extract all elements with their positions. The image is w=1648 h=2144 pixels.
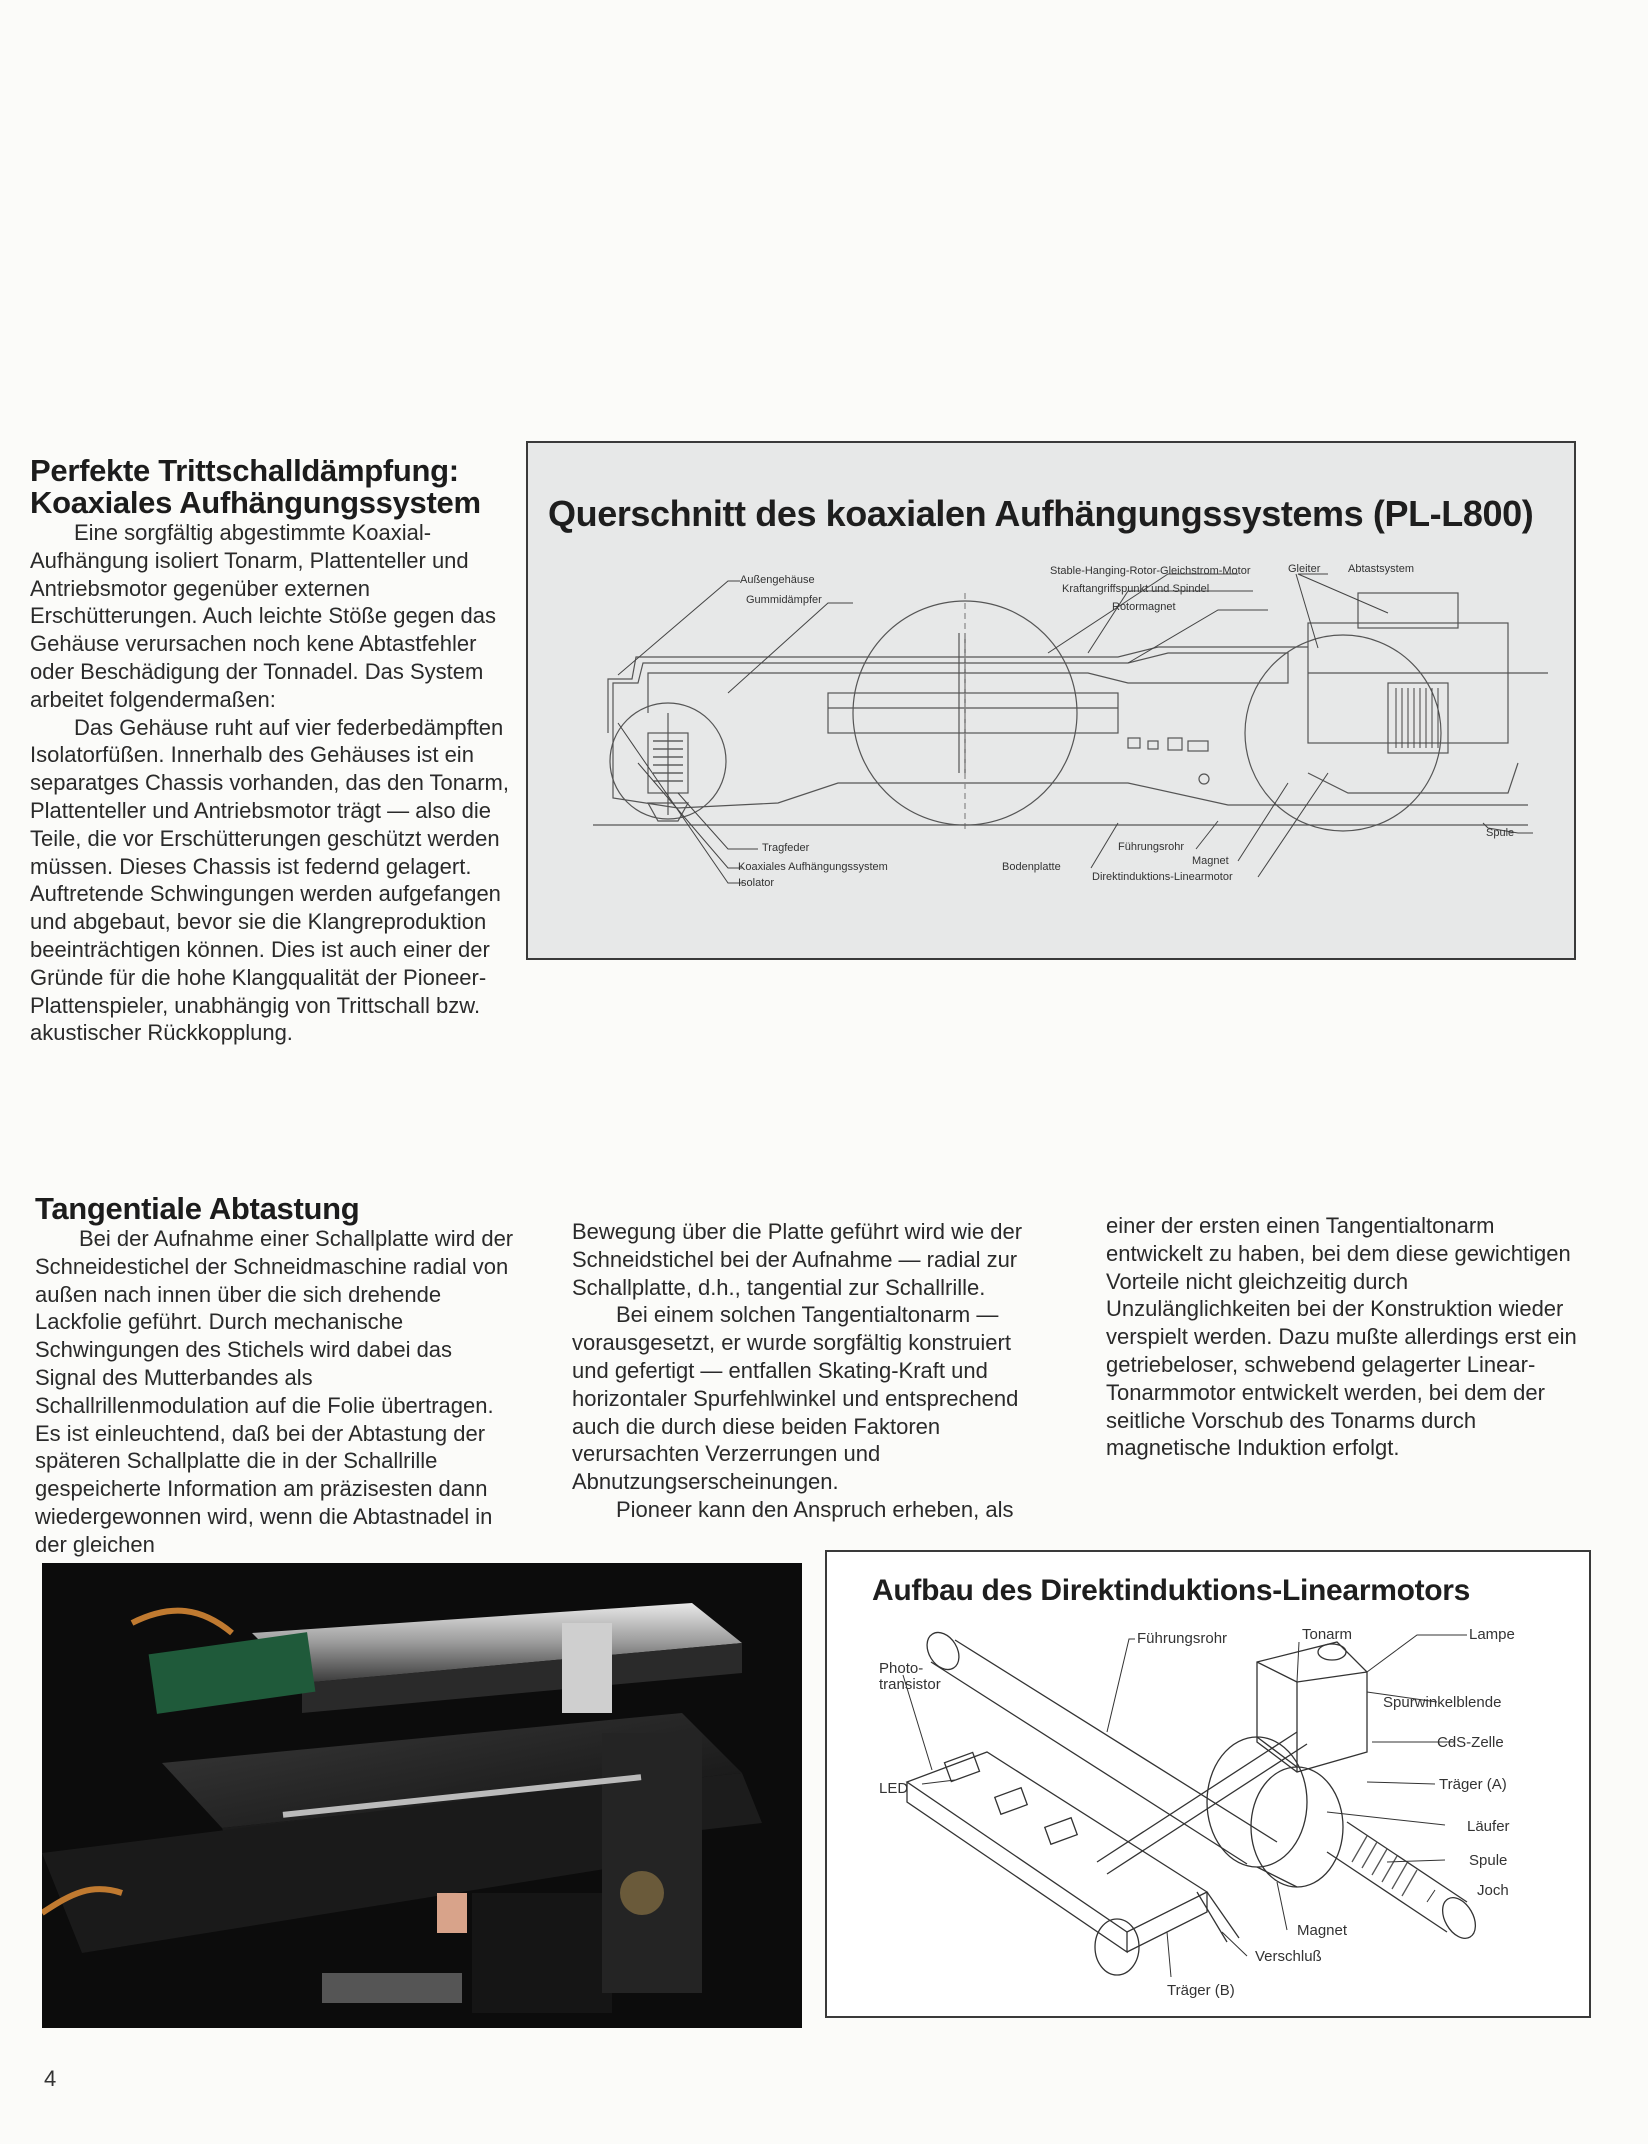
label-kraftangriff: Kraftangriffspunkt und Spindel (1062, 583, 1210, 595)
section-body (30, 519, 510, 1047)
label-spule: Spule (1469, 1852, 1508, 1869)
paragraph: Das Gehäuse ruht auf vier federbedämpften Isolatorfüßen. Innerhalb des Gehäuses ist ein separatges Chassis vorhanden, das den Tonarm, Plattenteller und Antriebsmotor trägt — also die Teile, die vor Erschütterungen geschützt werden müssen. Dieses Chassis ist federnd gelagert. Auftretende Schwingungen werden aufgefangen und abgebaut, bevor sie die Klangreproduktion beeinträchtigen können. Dies ist auch einer der Gründe für die hohe Klangqualität der Pioneer-Plattenspieler, unabhängig von Trittschall bzw. akustischer Rückkopplung. (30, 714, 509, 1046)
label-tragfeder: Tragfeder (762, 842, 810, 854)
section-suspension (30, 455, 510, 1047)
label-gleiter: Gleiter (1288, 563, 1321, 575)
label-lampe: Lampe (1469, 1626, 1515, 1643)
paragraph: Bei der Aufnahme einer Schallplatte wird der Schneidestichel der Schneidmaschine radial von außen nach innen über die sich drehende Lackfolie geführt. Durch mechanische Schwingungen des Stichels wird dabei das Signal des Mutterbandes als Schallrillenmodulation auf die Folie übertragen. Es ist einleuchtend, daß bei der Abtastung der späteren Schallplatte die in der Schallrille gespeicherte Information am präzisesten dann wiedergewonnen wird, wenn die Abtastnadel in der gleichen (35, 1226, 514, 1557)
paragraph: Bei einem solchen Tangentialtonarm — vorausgesetzt, er wurde sorgfältig konstruiert und gefertigt — entfallen Skating-Kraft und horizontaler Spurfehlwinkel und entsprechend auch die durch diese beiden Faktoren verursachten Verzerrungen und Abnutzungserscheinungen. (572, 1302, 1019, 1495)
diagram-title: Aufbau des Direktinduktions-Linearmotors (872, 1574, 1471, 1607)
section-title: Tangentiale Abtastung (35, 1191, 360, 1226)
linear-motor-diagram-panel (825, 1550, 1591, 2018)
label-laeufer: Läufer (1467, 1818, 1510, 1835)
label-traeger-a: Träger (A) (1439, 1776, 1507, 1793)
label-verschluss: Verschluß (1255, 1948, 1322, 1965)
label-spule: Spule (1486, 827, 1515, 839)
label-joch: Joch (1477, 1882, 1509, 1899)
label-spurwinkelblende: Spurwinkelblende (1383, 1694, 1502, 1711)
label-linearmotor: Direktinduktions-Linearmotor (1092, 871, 1233, 883)
label-motor: Stable-Hanging-Rotor-Gleichstrom-Motor (1050, 565, 1251, 577)
label-tonarm: Tonarm (1302, 1626, 1353, 1643)
suspension-diagram-panel (526, 441, 1576, 960)
section-title (30, 455, 510, 519)
diagram-title: Querschnitt des koaxialen Aufhängungssystems (PL-L800) (548, 493, 1534, 534)
label-cds-zelle: CdS-Zelle (1437, 1734, 1504, 1751)
paragraph: einer der ersten einen Tangentialtonarm entwickelt zu haben, bei dem diese gewichtigen Vorteile nicht gleichzeitig durch Unzulänglichkeiten bei der Konstruktion wieder verspielt werden. Dazu mußte allerdings erst ein getriebeloser, schwebend gelagerter Linear-Tonarmmotor entwickelt werden, bei dem der seitliche Vorschub des Tonarms durch magnetische Induktion erfolgt. (1106, 1213, 1577, 1461)
label-led: LED (879, 1780, 909, 1797)
label-photo-line2: transistor (879, 1676, 941, 1693)
label-photo-line1: Photo- (879, 1660, 924, 1677)
paragraph: Bewegung über die Platte geführt wird wie der Schneidstichel bei der Aufnahme — radial zur Schallplatte, d.h., tangential zur Schallrille. (572, 1219, 1023, 1300)
column-2 (572, 1218, 1042, 1524)
label-fuehrungsrohr: Führungsrohr (1137, 1630, 1228, 1647)
section-title-line1: Perfekte Trittschalldämpfung: (30, 453, 459, 488)
suspension-cross-section-drawing (528, 443, 1574, 958)
photo-illustration (42, 1563, 802, 2028)
paragraph: Pioneer kann den Anspruch erheben, als (616, 1496, 1014, 1522)
label-isolator: Isolator (738, 877, 775, 889)
section-tangential (35, 1193, 515, 1559)
label-magnet: Magnet (1192, 855, 1229, 867)
label-rotormagnet: Rotormagnet (1112, 601, 1176, 613)
linear-motor-photo (42, 1563, 802, 2028)
column-1 (35, 1225, 515, 1559)
label-fuehrungsrohr: Führungsrohr (1118, 841, 1185, 853)
label-traeger-b: Träger (B) (1167, 1982, 1235, 1999)
label-koaxiales: Koaxiales Aufhängungssystem (738, 861, 888, 873)
label-abtastsystem: Abtastsystem (1348, 563, 1415, 575)
label-aussengehaeuse: Außengehäuse (740, 574, 815, 586)
paragraph: Eine sorgfältig abgestimmte Koaxial-Aufhängung isoliert Tonarm, Plattenteller und Antriebsmotor gegenüber externen Erschütterungen. Auch leichte Stöße gegen das Gehäuse verursachen noch kene Abtastfehler oder Beschädigung der Tonnadel. Das System arbeitet folgendermaßen: (30, 520, 496, 712)
label-gummidaempfer: Gummidämpfer (746, 594, 822, 606)
label-bodenplatte: Bodenplatte (1002, 861, 1061, 873)
section-title-line2: Koaxiales Aufhängungssystem (30, 485, 481, 520)
label-magnet: Magnet (1297, 1922, 1348, 1939)
column-3 (1106, 1212, 1581, 1462)
page-number: 4 (44, 2066, 57, 2091)
